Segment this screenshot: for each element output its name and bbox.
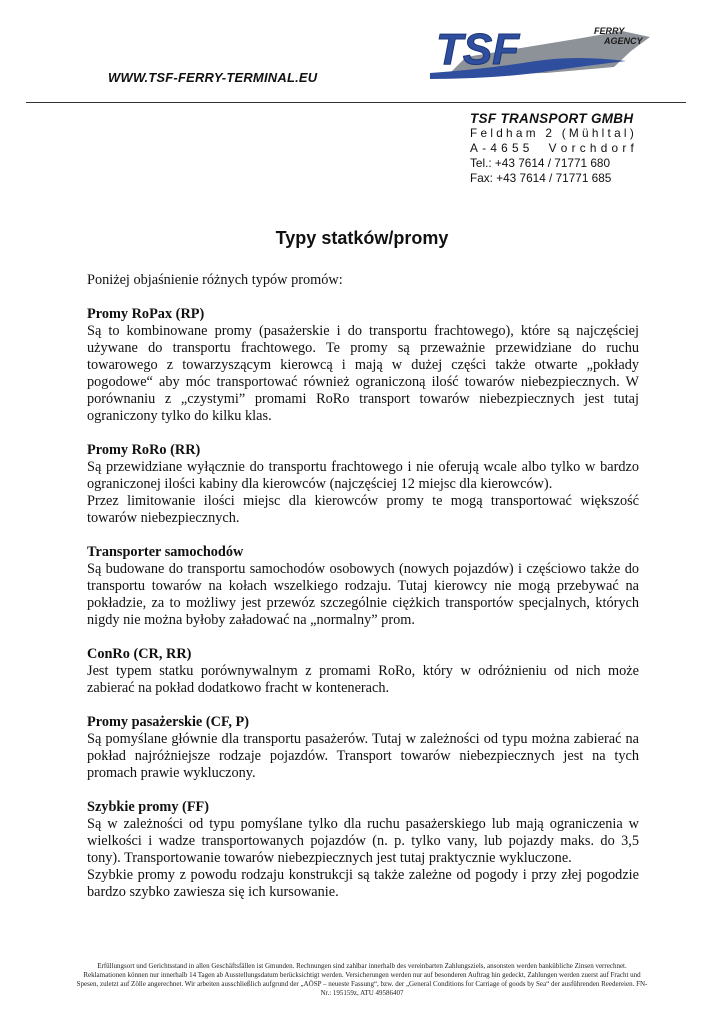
section-ropax [87,306,639,425]
section-roro [87,442,639,527]
logo-agency-text: AGENCY [604,36,643,46]
company-street: F e l d h a m 2 ( M ü h l t a l ) [470,126,634,140]
tsf-ferry-agency-logo [426,17,652,83]
section-paragraph: Są budowane do transportu samochodów osobowych (nowych pojazdów) i częściowo także do transportu towarów na kołach wszelkiego rodzaju. Tutaj kierowcy nie mogą przebywać na pokładzie, za to możliwy jest przewóz szczególnie ciężkich transportów specjalnych, których nigdy nie można byłoby załadować na „normalny” prom. [87,561,639,628]
company-fax: Fax: +43 7614 / 71771 685 [470,171,612,185]
section-paragraph: Są to kombinowane promy (pasażerskie i do transportu frachtowego), które są najczęściej używane do transportu frachtowego. Te promy są przeważnie przewidziane do ruchu towarowego z towarzyszącym kierowcą i mają w dużej części także otwarte „pokłady pogodowe“ aby móc transportować również ograniczoną ilość towarów niebezpiecznych. W porównaniu z „czystymi” promami RoRo transport towarów niebezpiecznych jest tutaj ograniczony tylko do kilku klas. [87,323,639,424]
section-paragraph: Są pomyślane głównie dla transportu pasażerów. Tutaj w zależności od typu można zabierać na pokład najróżniejsze rodzaje pojazdów. Transport towarów niebezpiecznych jest na tych promach prawie wykluczony. [87,731,639,781]
section-paragraph: Są przewidziane wyłącznie do transportu frachtowego i nie oferują wcale albo tylko w bardzo ograniczonej ilości kabiny dla kierowców (najczęściej 12 miejsc dla kierowców). [87,459,639,492]
section-heading: Transporter samochodów [87,544,244,560]
document-body [87,272,639,918]
header-divider [26,102,686,103]
company-address-block [470,111,670,186]
section-car-transporter [87,544,639,629]
section-paragraph: Są w zależności od typu pomyślane tylko dla ruchu pasażerskiego lub mają ograniczenia w wielkości i wadze transportowanych pojazdów (n. p. tylko vany, lub pojazdy maks. do 3,5 tony). Transportowanie towarów niebezpiecznych jest tutaj praktycznie wykluczone. [87,816,639,866]
section-passenger-ferries [87,714,639,782]
section-conro [87,646,639,697]
section-heading: Promy pasażerskie (CF, P) [87,714,250,730]
section-heading: Promy RoPax (RP) [87,306,205,322]
company-name: TSF TRANSPORT GMBH [470,111,634,126]
section-heading: ConRo (CR, RR) [87,646,192,662]
logo-ferry-text: FERRY [594,26,625,36]
company-city: A - 4 6 5 5 V o r c h d o r f [470,141,634,155]
section-fast-ferries [87,799,639,901]
section-heading: Szybkie promy (FF) [87,799,210,815]
intro-text: Poniżej objaśnienie różnych typów promów: [87,272,343,288]
page-title: Typy statków/promy [275,228,449,248]
legal-footer: Erfüllungsort und Gerichtsstand in allen Geschäftsfällen ist Gmunden. Rechnungen sind zahlbar innerhalb des vereinbarten Zahlungsziels, ansonsten werden bankübliche Zinsen verrechnet. Reklamationen können nur innerhalb 14 Tagen ab Ausstellungsdatum berücksichtigt werden. Versicherungen werden nur auf besonderen Auftrag hin gedeckt, Zahlungen werden zuerst auf Fracht und Spesen, zuletzt auf Zölle angerechnet. Wir arbeiten ausschließlich aufgrund der „AÖSP – neueste Fassung“, bzw. der „General Conditions for Carriage of goods by Sea“ der ausführenden Reedereien. FN-Nr.: 195159z, ATU 49586407 [76,962,648,997]
logo-main-text: TSF [436,25,520,74]
website-url[interactable]: WWW.TSF-FERRY-TERMINAL.EU [108,70,318,85]
section-paragraph: Przez limitowanie ilości miejsc dla kierowców promy te mogą transportować większość towarów niebezpiecznych. [87,493,639,526]
section-paragraph: Jest typem statku porównywalnym z promami RoRo, który w odróżnieniu od nich może zabierać na pokład dodatkowo fracht w kontenerach. [87,663,639,696]
company-phone: Tel.: +43 7614 / 71771 680 [470,156,611,170]
section-heading: Promy RoRo (RR) [87,442,201,458]
section-paragraph: Szybkie promy z powodu rodzaju konstrukcji są także zależne od pogody i przy złej pogodzie bardzo szybko zawiesza się ich kursowanie. [87,867,639,900]
